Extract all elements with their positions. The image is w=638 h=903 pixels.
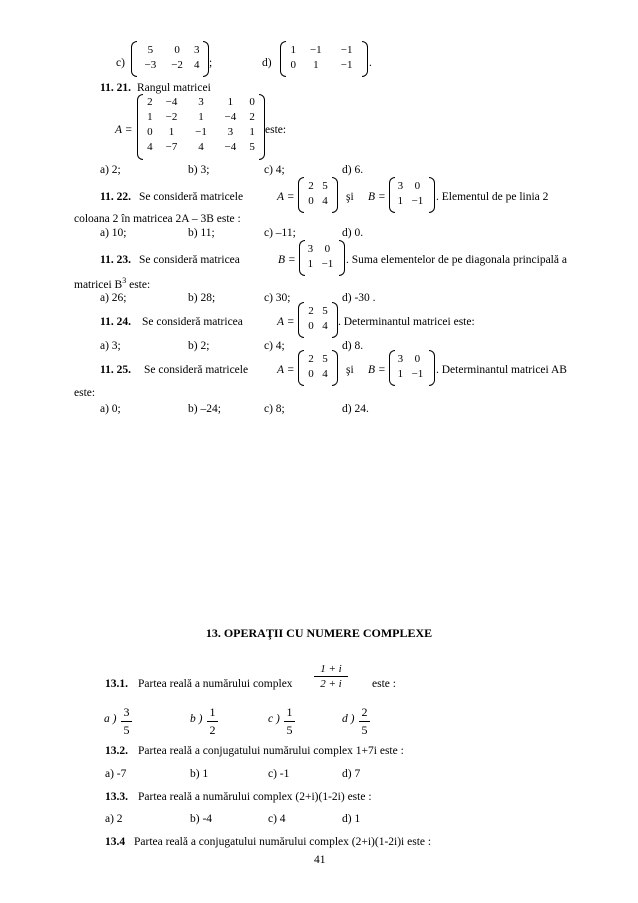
problem-number: 11. 25. (100, 364, 131, 376)
conjunction: şi (346, 191, 354, 203)
answer-option: a) 10; (100, 227, 127, 239)
matrix-lhs: A = (277, 191, 295, 203)
matrix-option-d: 1 −1 −1 0 1 −1 (280, 41, 368, 77)
answer-option-label: c ) (268, 713, 280, 725)
answer-option-label: b ) (190, 713, 203, 725)
answer-option: d) 7 (342, 768, 361, 780)
answer-option: b) 11; (188, 227, 215, 239)
answer-option-label: a ) (104, 713, 117, 725)
problem-text: coloana 2 în matricea 2A – 3B este : (74, 213, 241, 225)
problem-text: Rangul matricei (137, 82, 211, 94)
section-title: 13. OPERAŢII CU NUMERE COMPLEXE (205, 626, 433, 640)
problem-number: 11. 21. (100, 82, 131, 94)
answer-option: d) 1 (342, 813, 361, 825)
answer-option: a) 2 (105, 813, 123, 825)
answer-option: c) 4 (268, 813, 286, 825)
problem-text: Se consideră matricele (144, 364, 249, 376)
answer-option: b) 3; (188, 164, 210, 176)
problem-text: . Suma elementelor de pe diagonala principală a (346, 254, 567, 266)
problem-number: 13.4 (105, 836, 126, 848)
problem-number: 11. 24. (100, 316, 131, 328)
option-c-label: c) (116, 57, 125, 69)
problem-text-tail: este : (372, 678, 396, 690)
problem-text: . Determinantul matricei AB (436, 364, 567, 376)
answer-option: b) –24; (188, 403, 221, 415)
answer-option: a) 3; (100, 340, 121, 352)
option-d-label: d) (262, 57, 272, 69)
matrix-lhs: B = (278, 254, 296, 266)
matrix-b: 3 0 1 −1 (299, 240, 345, 276)
matrix-b: 3 0 1 −1 (389, 350, 435, 386)
problem-text: Partea reală a numărului complex (138, 678, 293, 690)
answer-option: c) -1 (268, 768, 290, 780)
option-d-punct: . (369, 57, 372, 69)
matrix-lhs: A = (115, 124, 133, 136)
problem-text-tail: este: (265, 124, 287, 136)
answer-fraction: $\frac{3}{5}$ (121, 705, 132, 738)
problem-text: . Determinantul matricei este: (338, 316, 475, 328)
problem-number: 13.1. (105, 678, 128, 690)
matrix-a: 2 5 0 4 (298, 302, 338, 338)
answer-option: b) 1 (190, 768, 209, 780)
answer-option: d) 8. (342, 340, 364, 352)
answer-option: c) 30; (264, 292, 291, 304)
problem-text: Partea reală a conjugatului numărului complex (2+i)(1-2i)i este : (134, 836, 432, 848)
answer-option: a) 0; (100, 403, 121, 415)
problem-number: 13.3. (105, 791, 128, 803)
matrix-lhs: B = (368, 191, 386, 203)
answer-option: c) 4; (264, 164, 285, 176)
matrix-option-c: 5 0 3 −3 −2 4 (131, 41, 209, 77)
answer-option: a) 2; (100, 164, 121, 176)
problem-text: Se consideră matricea (139, 254, 240, 266)
answer-option: c) –11; (264, 227, 296, 239)
answer-option: c) 8; (264, 403, 285, 415)
matrix-b: 3 0 1 −1 (389, 177, 435, 213)
matrix-a: 2 5 0 4 (298, 350, 338, 386)
answer-option-label: d ) (342, 713, 355, 725)
matrix-a: 2 5 0 4 (298, 177, 338, 213)
problem-text: Partea reală a numărului complex (2+i)(1-2i) este : (138, 791, 372, 803)
problem-number: 13.2. (105, 745, 128, 757)
problem-text: Se consideră matricea (142, 316, 243, 328)
answer-option: d) 0. (342, 227, 364, 239)
problem-text: Partea reală a conjugatului numărului complex 1+7i este : (138, 745, 404, 757)
answer-fraction: $\frac{2}{5}$ (359, 705, 370, 738)
fraction-complex: $\frac{1 + i}{2 + i}$ (314, 663, 348, 690)
answer-option: a) -7 (105, 768, 127, 780)
answer-option: d) 24. (342, 403, 369, 415)
answer-fraction: $\frac{1}{5}$ (284, 705, 295, 738)
problem-number: 11. 23. (100, 254, 131, 266)
problem-text: Se consideră matricele (139, 191, 244, 203)
matrix-lhs: A = (277, 316, 295, 328)
answer-option: d) 6. (342, 164, 364, 176)
answer-option: b) -4 (190, 813, 213, 825)
matrix-lhs: A = (277, 364, 295, 376)
option-c-punct: ; (209, 57, 213, 69)
matrix-lhs: B = (368, 364, 386, 376)
answer-option: a) 26; (100, 292, 127, 304)
conjunction: şi (346, 364, 354, 376)
problem-text: matricei $B^3$ este: (74, 276, 151, 291)
matrix-rank: 2 −4 3 1 0 1 −2 1 −4 2 0 1 −1 3 1 4 −7 4 −4 5 (137, 94, 265, 160)
problem-text: . Elementul de pe linia 2 (436, 191, 549, 203)
page-number: 41 (314, 854, 326, 866)
answer-option: c) 4; (264, 340, 285, 352)
answer-option: b) 2; (188, 340, 210, 352)
answer-option: d) -30 . (342, 292, 376, 304)
answer-fraction: $\frac{1}{2}$ (207, 705, 218, 738)
problem-text: este: (74, 387, 96, 399)
problem-number: 11. 22. (100, 191, 131, 203)
answer-option: b) 28; (188, 292, 216, 304)
